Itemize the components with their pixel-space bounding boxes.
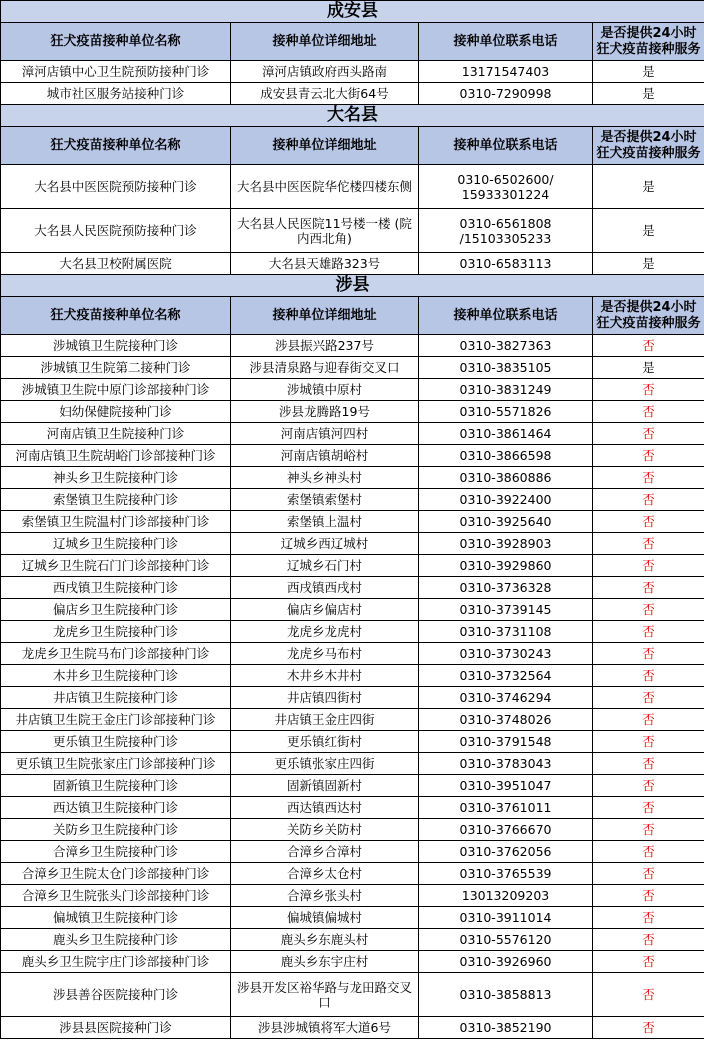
service-24h-cell: 否 [593,401,704,423]
unit-name-cell: 偏店乡卫生院接种门诊 [1,599,231,621]
table-row [1,643,704,665]
service-24h-cell: 是 [593,165,704,209]
header-service [593,297,704,335]
unit-address-cell: 索堡镇上温村 [231,511,419,533]
unit-address-cell: 关防乡关防村 [231,819,419,841]
unit-phone-cell: 0310-3951047 [419,775,593,797]
service-24h-cell: 否 [593,929,704,951]
section-title-row [1,275,704,297]
unit-name-cell: 合漳乡卫生院接种门诊 [1,841,231,863]
service-24h-cell: 否 [593,863,704,885]
unit-address-cell: 涉县开发区裕华路与龙田路交叉口 [231,973,419,1017]
unit-name-cell: 漳河店镇中心卫生院预防接种门诊 [1,61,231,83]
header-address: 接种单位详细地址 [231,297,419,335]
table-row [1,165,704,209]
unit-phone-cell: 0310-3730243 [419,643,593,665]
service-24h-cell: 否 [593,731,704,753]
service-24h-cell: 否 [593,775,704,797]
table-row [1,555,704,577]
table-row [1,401,704,423]
unit-address-cell: 西达镇西达村 [231,797,419,819]
column-header-row [1,23,704,61]
table-row [1,775,704,797]
table-row [1,973,704,1017]
unit-name-cell: 更乐镇卫生院张家庄门诊部接种门诊 [1,753,231,775]
table-row [1,511,704,533]
service-24h-cell: 否 [593,423,704,445]
service-24h-cell: 否 [593,973,704,1017]
unit-phone-cell: 0310-3765539 [419,863,593,885]
unit-address-cell: 神头乡神头村 [231,467,419,489]
header-service [593,127,704,165]
unit-address-cell: 合漳乡太仓村 [231,863,419,885]
unit-name-cell: 鹿头乡卫生院宇庄门诊部接种门诊 [1,951,231,973]
unit-name-cell: 涉城镇卫生院接种门诊 [1,335,231,357]
unit-address-cell: 偏城镇偏城村 [231,907,419,929]
table-row [1,687,704,709]
unit-address-cell: 涉城镇中原村 [231,379,419,401]
service-24h-cell: 否 [593,379,704,401]
unit-name-cell: 涉县善谷医院接种门诊 [1,973,231,1017]
header-phone: 接种单位联系电话 [419,297,593,335]
column-header-row [1,297,704,335]
service-24h-cell: 否 [593,577,704,599]
table-row [1,423,704,445]
unit-phone-cell: 0310-6502600/ 15933301224 [419,165,593,209]
unit-name-cell: 木井乡卫生院接种门诊 [1,665,231,687]
unit-phone-cell: 0310-3928903 [419,533,593,555]
unit-address-cell: 涉县振兴路237号 [231,335,419,357]
header-service-line2: 狂犬疫苗接种服务 [596,145,701,161]
unit-phone-cell: 0310-3925640 [419,511,593,533]
header-address: 接种单位详细地址 [231,23,419,61]
unit-phone-cell: 0310-3761011 [419,797,593,819]
unit-name-cell: 索堡镇卫生院接种门诊 [1,489,231,511]
unit-phone-cell: 0310-3866598 [419,445,593,467]
unit-address-cell: 木井乡木井村 [231,665,419,687]
unit-address-cell: 涉县清泉路与迎春街交叉口 [231,357,419,379]
unit-address-cell: 辽城乡石门村 [231,555,419,577]
unit-name-cell: 城市社区服务站接种门诊 [1,83,231,105]
unit-phone-cell: 0310-6561808 /15103305233 [419,209,593,253]
service-24h-cell: 否 [593,841,704,863]
section-title-row [1,1,704,23]
table-row [1,577,704,599]
table-row [1,665,704,687]
unit-address-cell: 井店镇四街村 [231,687,419,709]
unit-address-cell: 漳河店镇政府西头路南 [231,61,419,83]
table-row [1,907,704,929]
header-service-line1: 是否提供24小时 [600,129,697,145]
header-name: 狂犬疫苗接种单位名称 [1,23,231,61]
service-24h-cell: 否 [593,1017,704,1039]
county-title: 涉县 [1,275,704,297]
unit-phone-cell: 0310-3835105 [419,357,593,379]
unit-name-cell: 大名县中医医院预防接种门诊 [1,165,231,209]
table-row [1,841,704,863]
unit-name-cell: 龙虎乡卫生院接种门诊 [1,621,231,643]
table-row [1,819,704,841]
service-24h-cell: 否 [593,489,704,511]
unit-address-cell: 合漳乡张头村 [231,885,419,907]
unit-name-cell: 合漳乡卫生院太仓门诊部接种门诊 [1,863,231,885]
unit-name-cell: 关防乡卫生院接种门诊 [1,819,231,841]
table-body [1,1,704,1039]
service-24h-cell: 否 [593,797,704,819]
unit-address-cell: 固新镇固新村 [231,775,419,797]
unit-phone-cell: 0310-3732564 [419,665,593,687]
unit-phone-cell: 0310-3739145 [419,599,593,621]
header-service-line2: 狂犬疫苗接种服务 [596,315,701,331]
unit-name-cell: 索堡镇卫生院温村门诊部接种门诊 [1,511,231,533]
unit-name-cell: 偏城镇卫生院接种门诊 [1,907,231,929]
table-row [1,83,704,105]
unit-phone-cell: 0310-3858813 [419,973,593,1017]
service-24h-cell: 否 [593,687,704,709]
unit-address-cell: 大名县人民医院11号楼一楼 (院内西北角) [231,209,419,253]
unit-phone-cell: 0310-3766670 [419,819,593,841]
header-phone: 接种单位联系电话 [419,23,593,61]
table-row [1,1017,704,1039]
unit-phone-cell: 0310-3852190 [419,1017,593,1039]
unit-address-cell: 龙虎乡马布村 [231,643,419,665]
unit-address-cell: 更乐镇红街村 [231,731,419,753]
table-row [1,467,704,489]
service-24h-cell: 是 [593,83,704,105]
unit-phone-cell: 0310-3860886 [419,467,593,489]
table-row [1,253,704,275]
service-24h-cell: 否 [593,335,704,357]
unit-phone-cell: 0310-3929860 [419,555,593,577]
unit-phone-cell: 0310-7290998 [419,83,593,105]
unit-name-cell: 龙虎乡卫生院马布门诊部接种门诊 [1,643,231,665]
table-row [1,863,704,885]
unit-name-cell: 固新镇卫生院接种门诊 [1,775,231,797]
header-service-line2: 狂犬疫苗接种服务 [596,41,701,57]
unit-phone-cell: 0310-3791548 [419,731,593,753]
header-service [593,23,704,61]
table-row [1,797,704,819]
section-title-row [1,105,704,127]
unit-phone-cell: 13171547403 [419,61,593,83]
table-row [1,209,704,253]
unit-phone-cell: 0310-3736328 [419,577,593,599]
unit-address-cell: 成安县青云北大街64号 [231,83,419,105]
service-24h-cell: 是 [593,209,704,253]
unit-address-cell: 大名县中医医院华佗楼四楼东侧 [231,165,419,209]
header-service-line1: 是否提供24小时 [600,25,697,41]
table-row [1,885,704,907]
service-24h-cell: 否 [593,555,704,577]
service-24h-cell: 否 [593,445,704,467]
unit-name-cell: 神头乡卫生院接种门诊 [1,467,231,489]
unit-address-cell: 鹿头乡东宇庄村 [231,951,419,973]
header-name: 狂犬疫苗接种单位名称 [1,127,231,165]
unit-address-cell: 索堡镇索堡村 [231,489,419,511]
table-row [1,951,704,973]
unit-phone-cell: 0310-5576120 [419,929,593,951]
table-row [1,621,704,643]
service-24h-cell: 否 [593,753,704,775]
header-name: 狂犬疫苗接种单位名称 [1,297,231,335]
table-row [1,379,704,401]
table-row [1,61,704,83]
county-title: 成安县 [1,1,704,23]
unit-name-cell: 合漳乡卫生院张头门诊部接种门诊 [1,885,231,907]
table-row [1,489,704,511]
unit-name-cell: 辽城乡卫生院石门门诊部接种门诊 [1,555,231,577]
service-24h-cell: 否 [593,533,704,555]
unit-phone-cell: 0310-3783043 [419,753,593,775]
unit-phone-cell: 0310-3911014 [419,907,593,929]
unit-address-cell: 大名县天雄路323号 [231,253,419,275]
unit-phone-cell: 0310-3926960 [419,951,593,973]
service-24h-cell: 否 [593,643,704,665]
unit-name-cell: 河南店镇卫生院接种门诊 [1,423,231,445]
unit-name-cell: 西戌镇卫生院接种门诊 [1,577,231,599]
unit-name-cell: 井店镇卫生院王金庄门诊部接种门诊 [1,709,231,731]
unit-address-cell: 井店镇王金庄四街 [231,709,419,731]
service-24h-cell: 是 [593,357,704,379]
unit-phone-cell: 0310-3922400 [419,489,593,511]
table-row [1,599,704,621]
unit-phone-cell: 0310-5571826 [419,401,593,423]
header-service-line1: 是否提供24小时 [600,299,697,315]
table-row [1,731,704,753]
table-row [1,929,704,951]
unit-address-cell: 河南店镇河四村 [231,423,419,445]
unit-address-cell: 河南店镇胡峪村 [231,445,419,467]
unit-phone-cell: 0310-3827363 [419,335,593,357]
unit-phone-cell: 0310-3731108 [419,621,593,643]
unit-address-cell: 鹿头乡东鹿头村 [231,929,419,951]
unit-phone-cell: 13013209203 [419,885,593,907]
unit-name-cell: 辽城乡卫生院接种门诊 [1,533,231,555]
service-24h-cell: 否 [593,599,704,621]
service-24h-cell: 是 [593,253,704,275]
unit-phone-cell: 0310-3762056 [419,841,593,863]
unit-name-cell: 井店镇卫生院接种门诊 [1,687,231,709]
unit-name-cell: 涉县县医院接种门诊 [1,1017,231,1039]
table-row [1,709,704,731]
column-header-row [1,127,704,165]
table-row [1,533,704,555]
service-24h-cell: 否 [593,885,704,907]
service-24h-cell: 否 [593,819,704,841]
unit-address-cell: 合漳乡合漳村 [231,841,419,863]
table-row [1,445,704,467]
service-24h-cell: 否 [593,467,704,489]
table-row [1,753,704,775]
service-24h-cell: 否 [593,709,704,731]
header-address: 接种单位详细地址 [231,127,419,165]
unit-name-cell: 妇幼保健院接种门诊 [1,401,231,423]
unit-name-cell: 大名县人民医院预防接种门诊 [1,209,231,253]
service-24h-cell: 否 [593,621,704,643]
unit-address-cell: 涉县涉城镇将军大道6号 [231,1017,419,1039]
table-row [1,335,704,357]
unit-phone-cell: 0310-3746294 [419,687,593,709]
service-24h-cell: 是 [593,61,704,83]
table-row [1,357,704,379]
unit-phone-cell: 0310-3831249 [419,379,593,401]
unit-address-cell: 涉县龙腾路19号 [231,401,419,423]
unit-address-cell: 辽城乡西辽城村 [231,533,419,555]
unit-name-cell: 西达镇卫生院接种门诊 [1,797,231,819]
service-24h-cell: 否 [593,665,704,687]
unit-phone-cell: 0310-3748026 [419,709,593,731]
unit-name-cell: 更乐镇卫生院接种门诊 [1,731,231,753]
unit-name-cell: 涉城镇卫生院第二接种门诊 [1,357,231,379]
unit-address-cell: 西戌镇西戌村 [231,577,419,599]
unit-phone-cell: 0310-3861464 [419,423,593,445]
unit-name-cell: 涉城镇卫生院中原门诊部接种门诊 [1,379,231,401]
unit-address-cell: 龙虎乡龙虎村 [231,621,419,643]
unit-name-cell: 河南店镇卫生院胡峪门诊部接种门诊 [1,445,231,467]
service-24h-cell: 否 [593,951,704,973]
unit-phone-cell: 0310-6583113 [419,253,593,275]
unit-address-cell: 更乐镇张家庄四街 [231,753,419,775]
service-24h-cell: 否 [593,907,704,929]
service-24h-cell: 否 [593,511,704,533]
unit-name-cell: 鹿头乡卫生院接种门诊 [1,929,231,951]
unit-name-cell: 大名县卫校附属医院 [1,253,231,275]
unit-address-cell: 偏店乡偏店村 [231,599,419,621]
header-phone: 接种单位联系电话 [419,127,593,165]
county-title: 大名县 [1,105,704,127]
